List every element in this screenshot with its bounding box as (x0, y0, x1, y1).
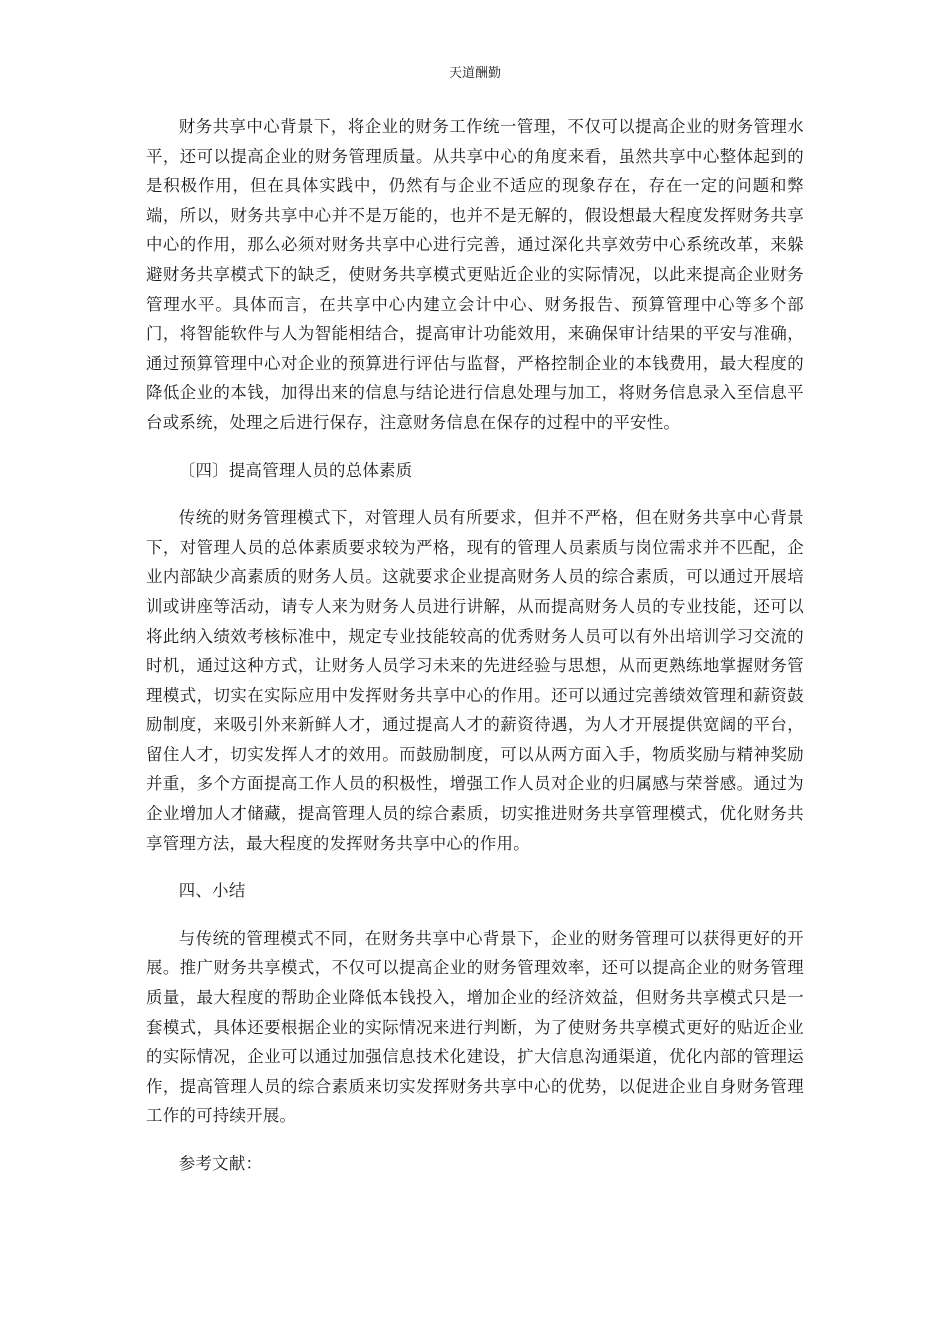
paragraph-staff-quality: 传统的财务管理模式下，对管理人员有所要求，但并不严格，但在财务共享中心背景下，对管理人员的总体素质要求较为严格，现有的管理人员素质与岗位需求并不匹配，企业内部缺少高素质的财务人员。这就要求企业提高财务人员的综合素质，可以通过开展培训或讲座等活动，请专人来为财务人员进行讲解，从而提高财务人员的专业技能，还可以将此纳入绩效考核标准中，规定专业技能较高的优秀财务人员可以有外出培训学习交流的时机，通过这种方式，让财务人员学习未来的先进经验与思想，从而更熟练地掌握财务管理模式，切实在实际应用中发挥财务共享中心的作用。还可以通过完善绩效管理和薪资鼓励制度，来吸引外来新鲜人才，通过提高人才的薪资待遇，为人才开展提供宽阔的平台，留住人才，切实发挥人才的效用。而鼓励制度，可以从两方面入手，物质奖励与精神奖励并重，多个方面提高工作人员的积极性，增强工作人员对企业的归属感与荣誉感。通过为企业增加人才储藏，提高管理人员的综合素质，切实推进财务共享管理模式，优化财务共享管理方法，最大程度的发挥财务共享中心的作用。 (146, 508, 804, 853)
section-heading-staff-quality: 〔四〕提高管理人员的总体素质 (178, 460, 413, 480)
page-header: 天道酬勤 (448, 66, 501, 81)
section-heading-summary: 四、小结 (178, 881, 246, 901)
paragraph-shared-center-improvement: 财务共享中心背景下，将企业的财务工作统一管理，不仅可以提高企业的财务管理水平，还可以提高企业的财务管理质量。从共享中心的角度来看，虽然共享中心整体起到的是积极作用，但在具体实践中，仍然有与企业不适应的现象存在，存在一定的问题和弊端，所以，财务共享中心并不是万能的，也并不是无解的，假设想最大程度发挥财务共享中心的作用，那么必须对财务共享中心进行完善，通过深化共享效劳中心系统改革，来躲避财务共享模式下的缺乏，使财务共享模式更贴近企业的实际情况，以此来提高企业财务管理水平。具体而言，在共享中心内建立会计中心、财务报告、预算管理中心等多个部门，将智能软件与人为智能相结合，提高审计功能效用，来确保审计结果的平安与准确，通过预算管理中心对企业的预算进行评估与监督，严格控制企业的本钱费用，最大程度的降低企业的本钱，加得出来的信息与结论进行信息处理与加工，将财务信息录入至信息平台或系统，处理之后进行保存，注意财务信息在保存的过程中的平安性。 (146, 117, 804, 432)
document-body (146, 112, 804, 1179)
references-heading: 参考文献： (178, 1154, 263, 1173)
paragraph-summary: 与传统的管理模式不同，在财务共享中心背景下，企业的财务管理可以获得更好的开展。推广财务共享模式，不仅可以提高企业的财务管理效率，还可以提高企业的财务管理质量，最大程度的帮助企业降低本钱投入，增加企业的经济效益，但财务共享模式只是一套模式，具体还要根据企业的实际情况来进行判断，为了使财务共享模式更好的贴近企业的实际情况，企业可以通过加强信息技术化建设，扩大信息沟通渠道，优化内部的管理运作，提高管理人员的综合素质来切实发挥财务共享中心的优势，以促进企业自身财务管理工作的可持续开展。 (146, 928, 804, 1126)
